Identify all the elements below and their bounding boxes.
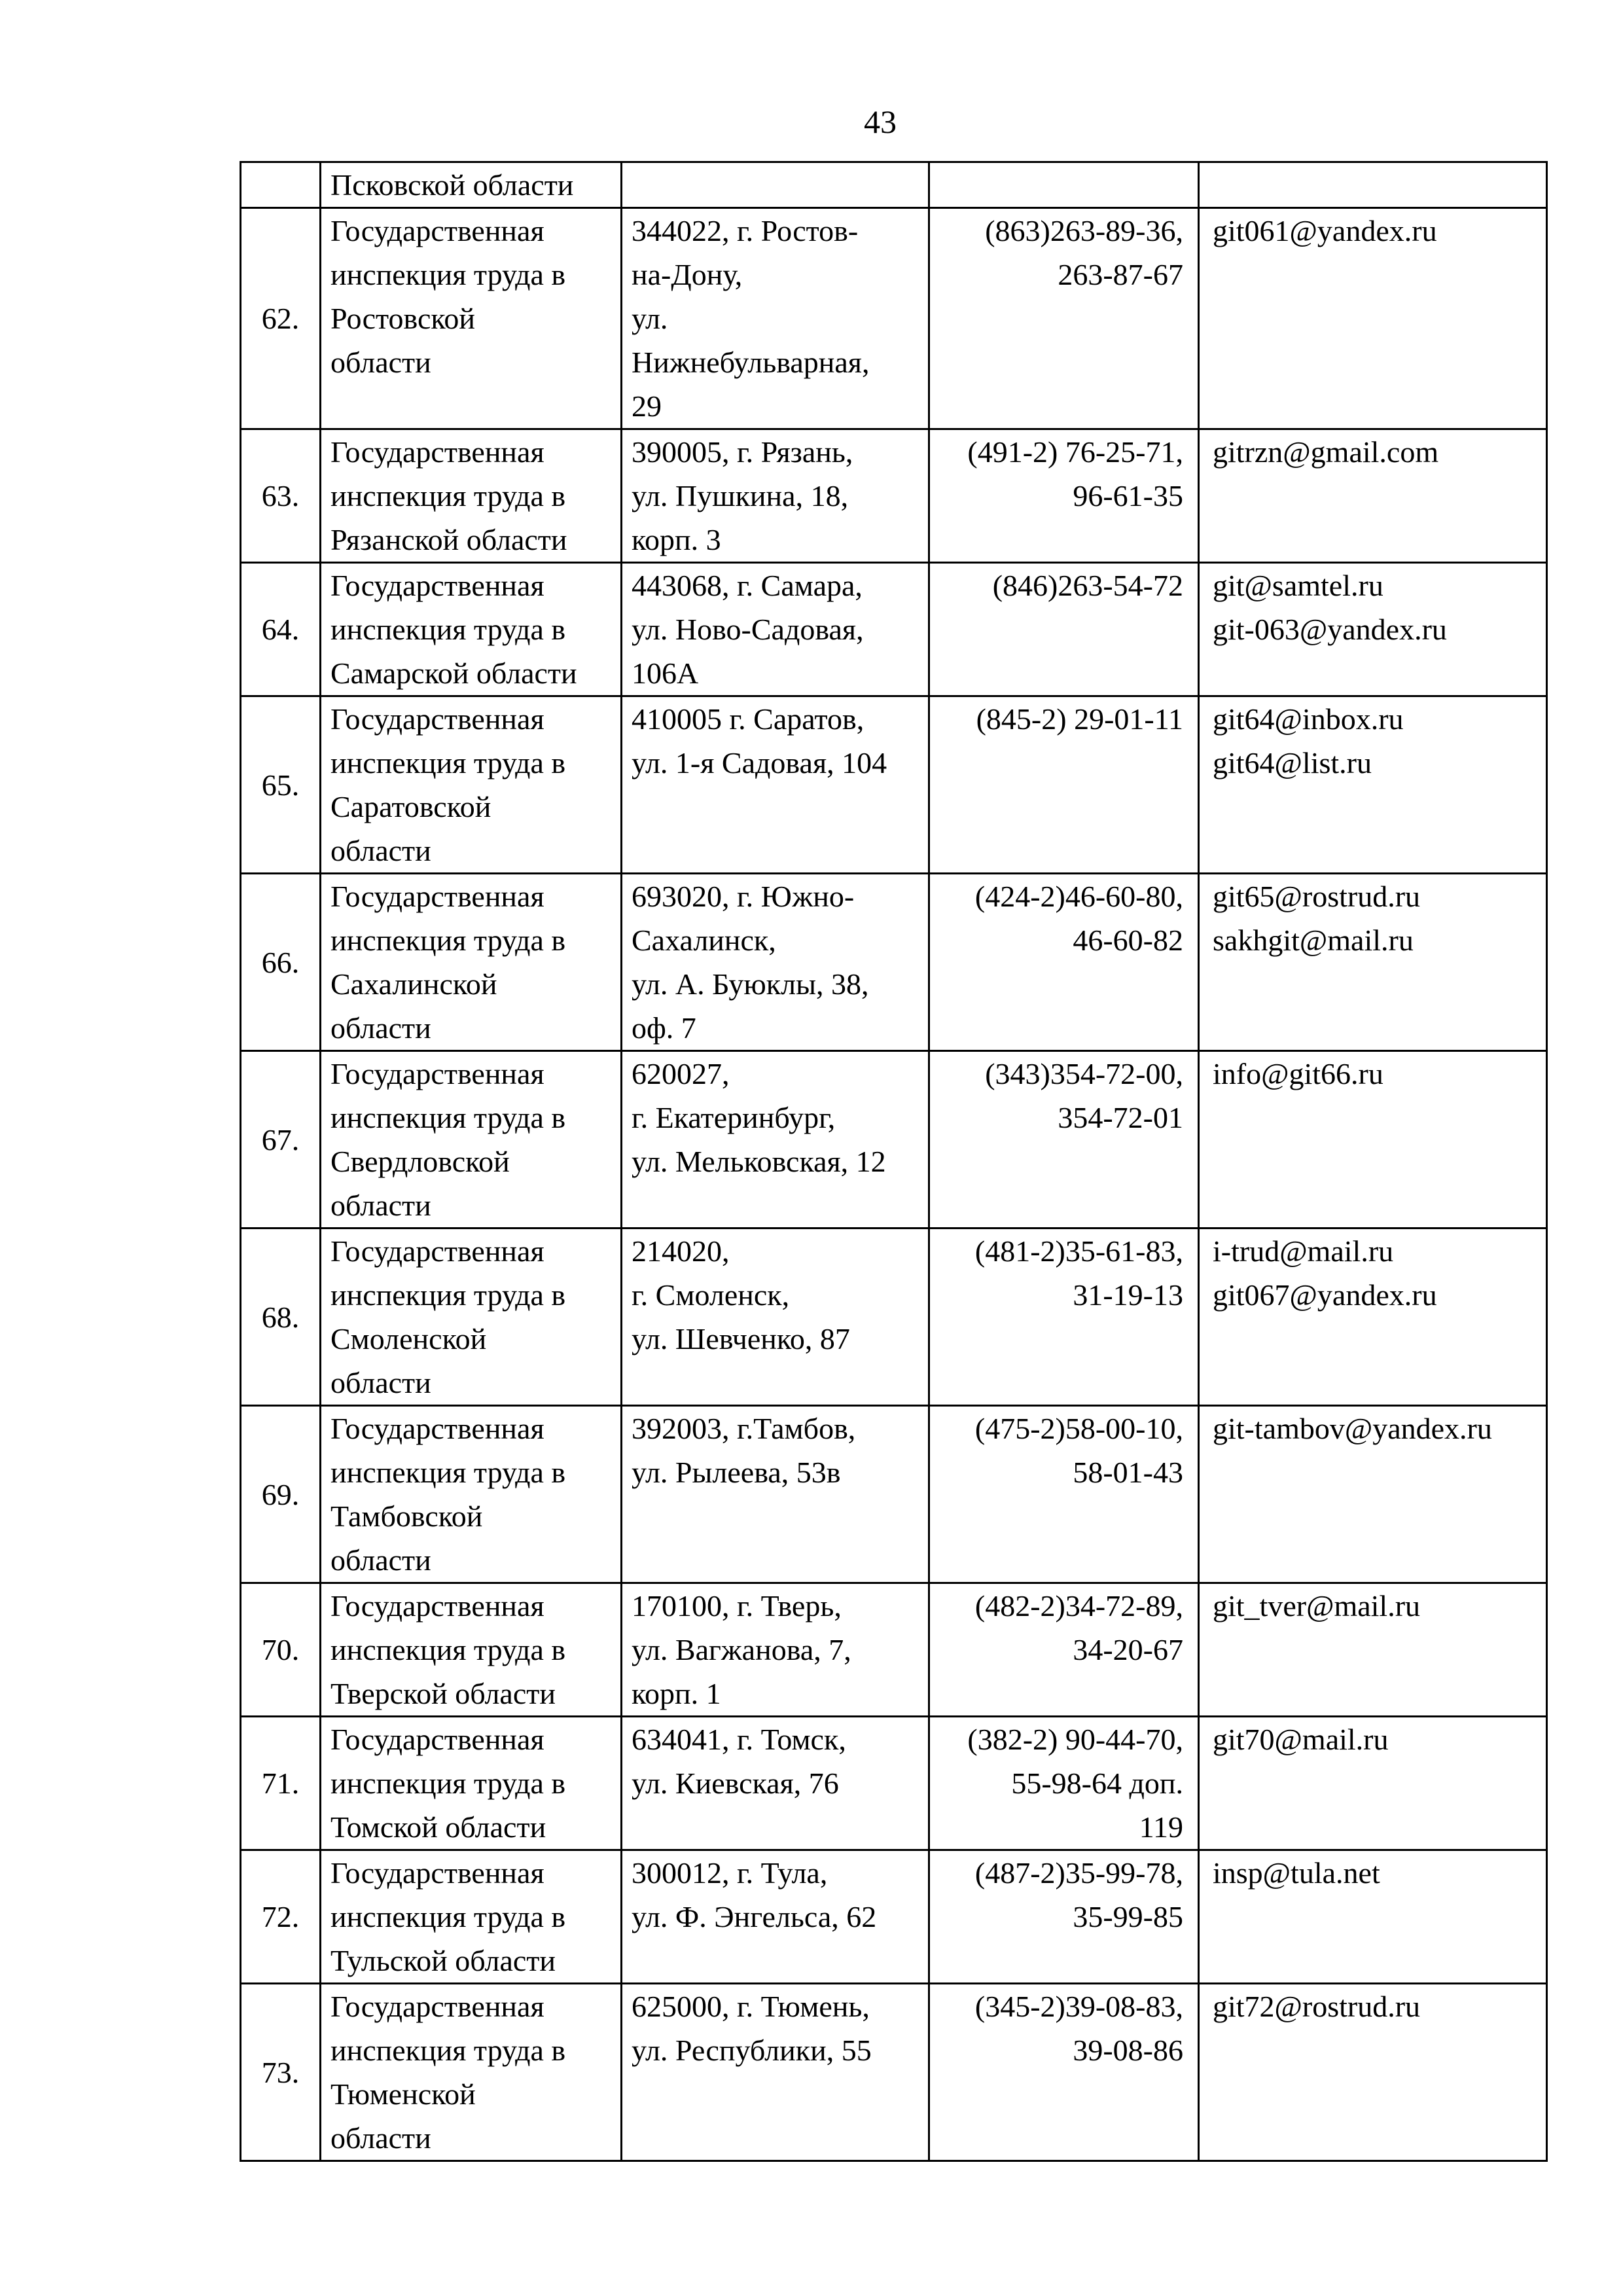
agency-name-line: инспекция труда в xyxy=(330,1900,566,1933)
agency-name-line: Тюменской xyxy=(330,2077,476,2111)
phone-cell xyxy=(929,1583,1199,1717)
address-line: корп. 1 xyxy=(632,1677,721,1710)
phone-cell xyxy=(929,429,1199,563)
agency-name-line: Томской области xyxy=(330,1810,546,1844)
address-line: ул. Ново-Садовая, xyxy=(632,613,864,646)
address-line: 390005, г. Рязань, xyxy=(632,435,853,469)
address-line: Нижнебульварная, xyxy=(632,346,870,379)
address-cell xyxy=(622,1984,929,2161)
agency-name-cell xyxy=(321,874,622,1051)
phone-line: (491-2) 76-25-71, xyxy=(967,435,1183,469)
address-line: 620027, xyxy=(632,1057,730,1090)
address-line: г. Смоленск, xyxy=(632,1278,790,1312)
address-cell xyxy=(622,162,929,208)
address-line: 300012, г. Тула, xyxy=(632,1856,828,1890)
email-line: insp@tula.net xyxy=(1213,1856,1380,1890)
agency-name-cell xyxy=(321,563,622,696)
address-cell xyxy=(622,429,929,563)
phone-cell xyxy=(929,1717,1199,1850)
agency-name-line: области xyxy=(330,2121,431,2155)
address-line: г. Екатеринбург, xyxy=(632,1101,836,1134)
phone-line: 96-61-35 xyxy=(1073,479,1183,512)
email-line: git70@mail.ru xyxy=(1213,1723,1389,1756)
agency-name-cell xyxy=(321,696,622,874)
agency-name-line: области xyxy=(330,834,431,867)
continuation-row xyxy=(241,162,1547,208)
row-number-cell xyxy=(241,1984,321,2161)
row-number: 71. xyxy=(261,1767,300,1800)
agency-name-line: Ростовской xyxy=(330,302,475,335)
phone-cell xyxy=(929,563,1199,696)
phone-line: 34-20-67 xyxy=(1073,1633,1183,1666)
address-line: ул. Мельковская, 12 xyxy=(632,1145,886,1178)
email-cell xyxy=(1199,874,1547,1051)
phone-cell xyxy=(929,208,1199,429)
row-number: 70. xyxy=(261,1633,300,1666)
agency-name-line: Свердловской xyxy=(330,1145,510,1178)
agency-name-cell xyxy=(321,1850,622,1984)
phone-cell xyxy=(929,1984,1199,2161)
phone-line: (345-2)39-08-83, xyxy=(974,1990,1183,2023)
row-number-cell xyxy=(241,1717,321,1850)
agency-name-line: Государственная xyxy=(330,435,544,469)
email-cell xyxy=(1199,1984,1547,2161)
row-number-cell xyxy=(241,208,321,429)
page-number: 43 xyxy=(864,103,897,140)
agency-name-line: Государственная xyxy=(330,1057,544,1090)
email-line: git72@rostrud.ru xyxy=(1213,1990,1421,2023)
table-row xyxy=(241,208,1547,429)
agency-name-line: Государственная xyxy=(330,702,544,736)
phone-line: 39-08-86 xyxy=(1073,2034,1183,2067)
row-number-cell xyxy=(241,696,321,874)
table-row xyxy=(241,1051,1547,1229)
phone-line: (475-2)58-00-10, xyxy=(974,1412,1183,1445)
email-cell xyxy=(1199,563,1547,696)
agency-name-line: Рязанской области xyxy=(330,523,567,556)
agency-name-line: Смоленской xyxy=(330,1322,487,1355)
address-line: корп. 3 xyxy=(632,523,721,556)
agency-name-line: инспекция труда в xyxy=(330,479,566,512)
row-number-cell xyxy=(241,1583,321,1717)
address-cell xyxy=(622,696,929,874)
phone-line: (343)354-72-00, xyxy=(985,1057,1183,1090)
table-row xyxy=(241,696,1547,874)
row-number: 66. xyxy=(261,945,300,979)
agency-name-line: инспекция труда в xyxy=(330,258,566,291)
phone-line: 263-87-67 xyxy=(1058,258,1183,291)
address-cell xyxy=(622,1051,929,1229)
address-line: 634041, г. Томск, xyxy=(632,1723,846,1756)
address-line: 410005 г. Саратов, xyxy=(632,702,865,736)
agency-name-line: инспекция труда в xyxy=(330,1278,566,1312)
row-number: 65. xyxy=(261,768,300,802)
address-line: 443068, г. Самара, xyxy=(632,569,863,602)
address-line: оф. 7 xyxy=(632,1011,696,1045)
table-body xyxy=(241,162,1547,2161)
row-number: 62. xyxy=(261,302,300,335)
agency-name-line: Самарской области xyxy=(330,656,577,690)
address-line: 170100, г. Тверь, xyxy=(632,1589,842,1623)
address-cell xyxy=(622,1406,929,1583)
phone-line: (863)263-89-36, xyxy=(985,214,1183,247)
address-line: 214020, xyxy=(632,1234,730,1268)
agency-name-line: инспекция труда в xyxy=(330,1101,566,1134)
email-cell xyxy=(1199,1850,1547,1984)
email-line: git64@inbox.ru xyxy=(1213,702,1404,736)
row-number: 67. xyxy=(261,1122,300,1157)
email-line: git_tver@mail.ru xyxy=(1213,1589,1421,1623)
row-number-cell xyxy=(241,874,321,1051)
phone-line: (482-2)34-72-89, xyxy=(974,1589,1183,1623)
address-line: 106А xyxy=(632,656,699,690)
phone-line: (481-2)35-61-83, xyxy=(974,1234,1183,1268)
agency-name-line: области xyxy=(330,1543,431,1577)
agency-name-cell xyxy=(321,208,622,429)
table-row xyxy=(241,1984,1547,2161)
email-cell xyxy=(1199,1229,1547,1406)
email-cell xyxy=(1199,696,1547,874)
agency-name-line: Государственная xyxy=(330,1723,544,1756)
address-line: ул. Ф. Энгельса, 62 xyxy=(632,1900,877,1933)
phone-line: (382-2) 90-44-70, xyxy=(967,1723,1183,1756)
row-number-cell xyxy=(241,162,321,208)
agency-name-line: области xyxy=(330,346,431,379)
agency-name-line: Государственная xyxy=(330,1856,544,1890)
agency-name-cell xyxy=(321,1406,622,1583)
email-line: git65@rostrud.ru xyxy=(1213,880,1421,913)
row-number-cell xyxy=(241,1850,321,1984)
agency-name-line: Саратовской xyxy=(330,790,491,823)
agency-name-cell xyxy=(321,1984,622,2161)
address-line: ул. 1-я Садовая, 104 xyxy=(632,746,887,780)
table-row xyxy=(241,1850,1547,1984)
email-cell xyxy=(1199,1717,1547,1850)
agency-name-line: инспекция труда в xyxy=(330,2034,566,2067)
agency-name-line: области xyxy=(330,1189,431,1222)
address-line: Сахалинск, xyxy=(632,924,776,957)
agency-name-line: Государственная xyxy=(330,880,544,913)
email-line: git-063@yandex.ru xyxy=(1213,613,1447,646)
agency-name-line: Государственная xyxy=(330,1589,544,1623)
phone-cell xyxy=(929,1406,1199,1583)
email-line: git061@yandex.ru xyxy=(1213,214,1437,247)
agency-name-line: Государственная xyxy=(330,1990,544,2023)
phone-cell xyxy=(929,1051,1199,1229)
address-line: ул. А. Буюклы, 38, xyxy=(632,967,869,1001)
email-line: git64@list.ru xyxy=(1213,746,1372,780)
email-cell xyxy=(1199,1051,1547,1229)
agency-name-cell xyxy=(321,1229,622,1406)
agency-name-line: Государственная xyxy=(330,214,544,247)
address-line: ул. xyxy=(632,302,668,335)
agency-name-cell xyxy=(321,1051,622,1229)
agency-name-line: области xyxy=(330,1366,431,1399)
row-number: 63. xyxy=(261,479,300,512)
agency-name-cell xyxy=(321,162,622,208)
agency-name-line: инспекция труда в xyxy=(330,924,566,957)
phone-cell xyxy=(929,696,1199,874)
email-line: git-tambov@yandex.ru xyxy=(1213,1412,1492,1445)
address-line: на-Дону, xyxy=(632,258,743,291)
row-number-cell xyxy=(241,1051,321,1229)
agency-name-line: инспекция труда в xyxy=(330,613,566,646)
address-line: 625000, г. Тюмень, xyxy=(632,1990,870,2023)
address-cell xyxy=(622,563,929,696)
agency-name-line: Тверской области xyxy=(330,1677,556,1710)
address-cell xyxy=(622,1717,929,1850)
table-row xyxy=(241,1717,1547,1850)
address-line: ул. Рылеева, 53в xyxy=(632,1456,841,1489)
table-row xyxy=(241,1406,1547,1583)
agency-name-line: Государственная xyxy=(330,1412,544,1445)
agency-name-cell xyxy=(321,1717,622,1850)
agency-name-line: инспекция труда в xyxy=(330,1767,566,1800)
agency-name-line: инспекция труда в xyxy=(330,1633,566,1666)
address-line: 344022, г. Ростов- xyxy=(632,214,859,247)
email-line: gitrzn@gmail.com xyxy=(1213,435,1439,469)
phone-line: 55-98-64 доп. xyxy=(1011,1767,1183,1800)
email-line: git@samtel.ru xyxy=(1213,569,1383,602)
address-line: 29 xyxy=(632,389,662,423)
table-row xyxy=(241,429,1547,563)
address-cell xyxy=(622,208,929,429)
phone-line: 119 xyxy=(1139,1810,1183,1844)
email-line: info@git66.ru xyxy=(1213,1057,1383,1090)
phone-line: (846)263-54-72 xyxy=(992,569,1183,602)
agency-name-line: Тульской области xyxy=(330,1944,556,1977)
address-line: ул. Шевченко, 87 xyxy=(632,1322,850,1355)
row-number-cell xyxy=(241,1406,321,1583)
email-cell xyxy=(1199,429,1547,563)
row-number: 68. xyxy=(261,1300,300,1334)
table-row xyxy=(241,874,1547,1051)
agency-name-line: инспекция труда в xyxy=(330,746,566,780)
email-cell xyxy=(1199,208,1547,429)
row-number-cell xyxy=(241,563,321,696)
address-cell xyxy=(622,1229,929,1406)
email-cell xyxy=(1199,1406,1547,1583)
row-number-cell xyxy=(241,429,321,563)
phone-cell xyxy=(929,1229,1199,1406)
row-number-cell xyxy=(241,1229,321,1406)
row-number: 64. xyxy=(261,613,300,646)
phone-line: 354-72-01 xyxy=(1058,1101,1183,1134)
agency-name-line: Псковской области xyxy=(330,168,574,202)
address-line: ул. Пушкина, 18, xyxy=(632,479,849,512)
email-cell xyxy=(1199,1583,1547,1717)
table-row xyxy=(241,563,1547,696)
table-row xyxy=(241,1229,1547,1406)
address-cell xyxy=(622,1850,929,1984)
phone-cell xyxy=(929,1850,1199,1984)
email-cell xyxy=(1199,162,1547,208)
address-line: 392003, г.Тамбов, xyxy=(632,1412,856,1445)
email-line: git067@yandex.ru xyxy=(1213,1278,1437,1312)
agency-name-cell xyxy=(321,429,622,563)
row-number: 72. xyxy=(261,1900,300,1933)
address-line: ул. Киевская, 76 xyxy=(632,1767,839,1800)
agency-name-line: инспекция труда в xyxy=(330,1456,566,1489)
phone-line: (845-2) 29-01-11 xyxy=(976,702,1183,736)
phone-line: 58-01-43 xyxy=(1073,1456,1183,1489)
agency-name-cell xyxy=(321,1583,622,1717)
address-line: 693020, г. Южно- xyxy=(632,880,855,913)
phone-cell xyxy=(929,874,1199,1051)
phone-line: (487-2)35-99-78, xyxy=(974,1856,1183,1890)
address-line: ул. Вагжанова, 7, xyxy=(632,1633,851,1666)
email-line: i-trud@mail.ru xyxy=(1213,1234,1394,1268)
phone-cell xyxy=(929,162,1199,208)
phone-line: (424-2)46-60-80, xyxy=(974,880,1183,913)
address-cell xyxy=(622,1583,929,1717)
agency-name-line: области xyxy=(330,1011,431,1045)
phone-line: 31-19-13 xyxy=(1073,1278,1183,1312)
email-line: sakhgit@mail.ru xyxy=(1213,924,1414,957)
address-cell xyxy=(622,874,929,1051)
address-line: ул. Республики, 55 xyxy=(632,2034,872,2067)
row-number: 69. xyxy=(261,1477,300,1511)
row-number: 73. xyxy=(261,2055,300,2089)
table-row xyxy=(241,1583,1547,1717)
agency-name-line: Государственная xyxy=(330,1234,544,1268)
agency-name-line: Государственная xyxy=(330,569,544,602)
agency-name-line: Сахалинской xyxy=(330,967,497,1001)
agency-name-line: Тамбовской xyxy=(330,1499,483,1533)
phone-line: 46-60-82 xyxy=(1073,924,1183,957)
phone-line: 35-99-85 xyxy=(1073,1900,1183,1933)
inspection-directory-table xyxy=(240,161,1548,2162)
